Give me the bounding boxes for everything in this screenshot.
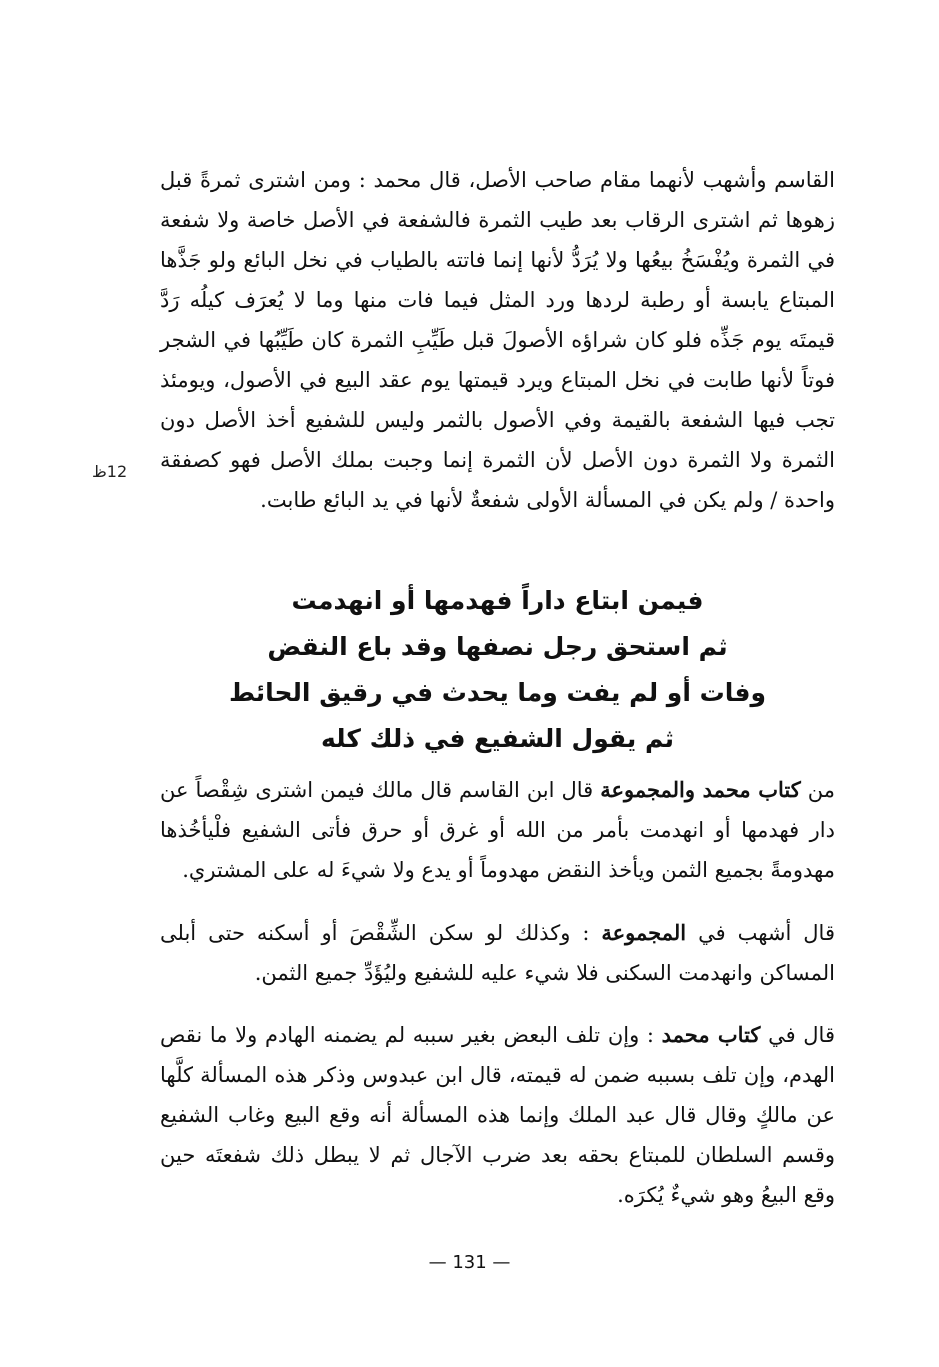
paragraph-4-source: كتاب محمد xyxy=(661,1022,761,1047)
paragraph-3-body: : وكذلك لو سكن الشِّقْصَ أو أسكنه حتى أبلى المساكن وانهدمت السكنى فلا شيء عليه للشفيع وليُؤَدِّ جميع الثمن. xyxy=(160,921,835,985)
paragraph-3 xyxy=(160,913,835,993)
paragraph-2-lead: من xyxy=(807,778,835,802)
paragraph-3-lead: قال أشهب في xyxy=(698,921,835,945)
paragraph-2 xyxy=(160,770,835,890)
heading-line-4: ثم يقول الشفيع في ذلك كله xyxy=(321,724,674,753)
page-number: — 131 — xyxy=(428,1252,511,1273)
paragraph-2-body: قال ابن القاسم قال مالك فيمن اشترى شِقْصاً عن دار فهدمها أو انهدمت بأمر من الله أو غرق أو حرق فأتى الشفيع فلْيأخُذها مهدومةً بجميع الثمن ويأخذ النقض مهدوماً أو يدع ولا شيءَ له على المشتري. xyxy=(160,778,835,882)
paragraph-3-source: المجموعة xyxy=(601,920,687,945)
heading-line-3: وفات أو لم يفت وما يحدث في رقيق الحائط xyxy=(228,678,767,707)
paragraph-4 xyxy=(160,1015,835,1215)
paragraph-4-lead: قال في xyxy=(768,1023,835,1047)
paragraph-2-source: كتاب محمد والمجموعة xyxy=(600,777,801,802)
folio-margin-note: 12ظ xyxy=(92,462,128,481)
heading-line-1: فيمن ابتاع داراً فهدمها أو انهدمت xyxy=(291,586,704,615)
section-heading xyxy=(160,578,835,762)
paragraph-4-body: : وإن تلف البعض بغير سببه لم يضمنه الهادم ولا ما نقص الهدم، وإن تلف بسببه ضمن له قيمته، قال ابن عبدوس وذكر هذه المسألة كلَّها عن مالكٍ وقال قال عبد الملك وإنما هذه المسألة أنه وقع البيع وغاب الشفيع وقسم السلطان للمبتاع بحقه بعد ضرب الآجال ثم لا يبطل ذلك شفعتَه حين وقع البيعُ وهو شيءٌ يُكرَه. xyxy=(160,1023,835,1207)
paragraph-1: القاسم وأشهب لأنهما مقام صاحب الأصل، قال محمد : ومن اشترى ثمرةً قبل زهوها ثم اشترى الرقاب بعد طيب الثمرة فالشفعة في الأصل خاصة ولا شفعة في الثمرة ويُفْسَخُ بيعُها ولا يُرَدُّ لأنها إنما فاتته بالطياب في نخل البائع ولو جَذَّها المبتاع يابسة أو رطبة لردها ورد المثل فيما فات منها وما لا يُعرَف كيلُه رَدَّ قيمتَه يوم جَذِّه فلو كان شراؤه الأصولَ قبل طَيِّبِ الثمرة كان طَيِّبُها في الشجر فوتاً لأنها طابت في نخل المبتاع ويرد قيمتها يوم عقد البيع في الأصول، ويومئذ تجب فيها الشفعة بالقيمة وفي الأصول بالثمر وليس للشفيع أخذ الأصل دون الثمرة ولا الثمرة دون الأصل لأن الثمرة إنما وجبت بملك الأصل فهو كصفقة واحدة / ولم يكن في المسألة الأولى شفعةٌ لأنها في يد البائع طابت. xyxy=(160,168,835,512)
heading-line-2: ثم استحق رجل نصفها وقد باع النقض xyxy=(267,632,728,661)
